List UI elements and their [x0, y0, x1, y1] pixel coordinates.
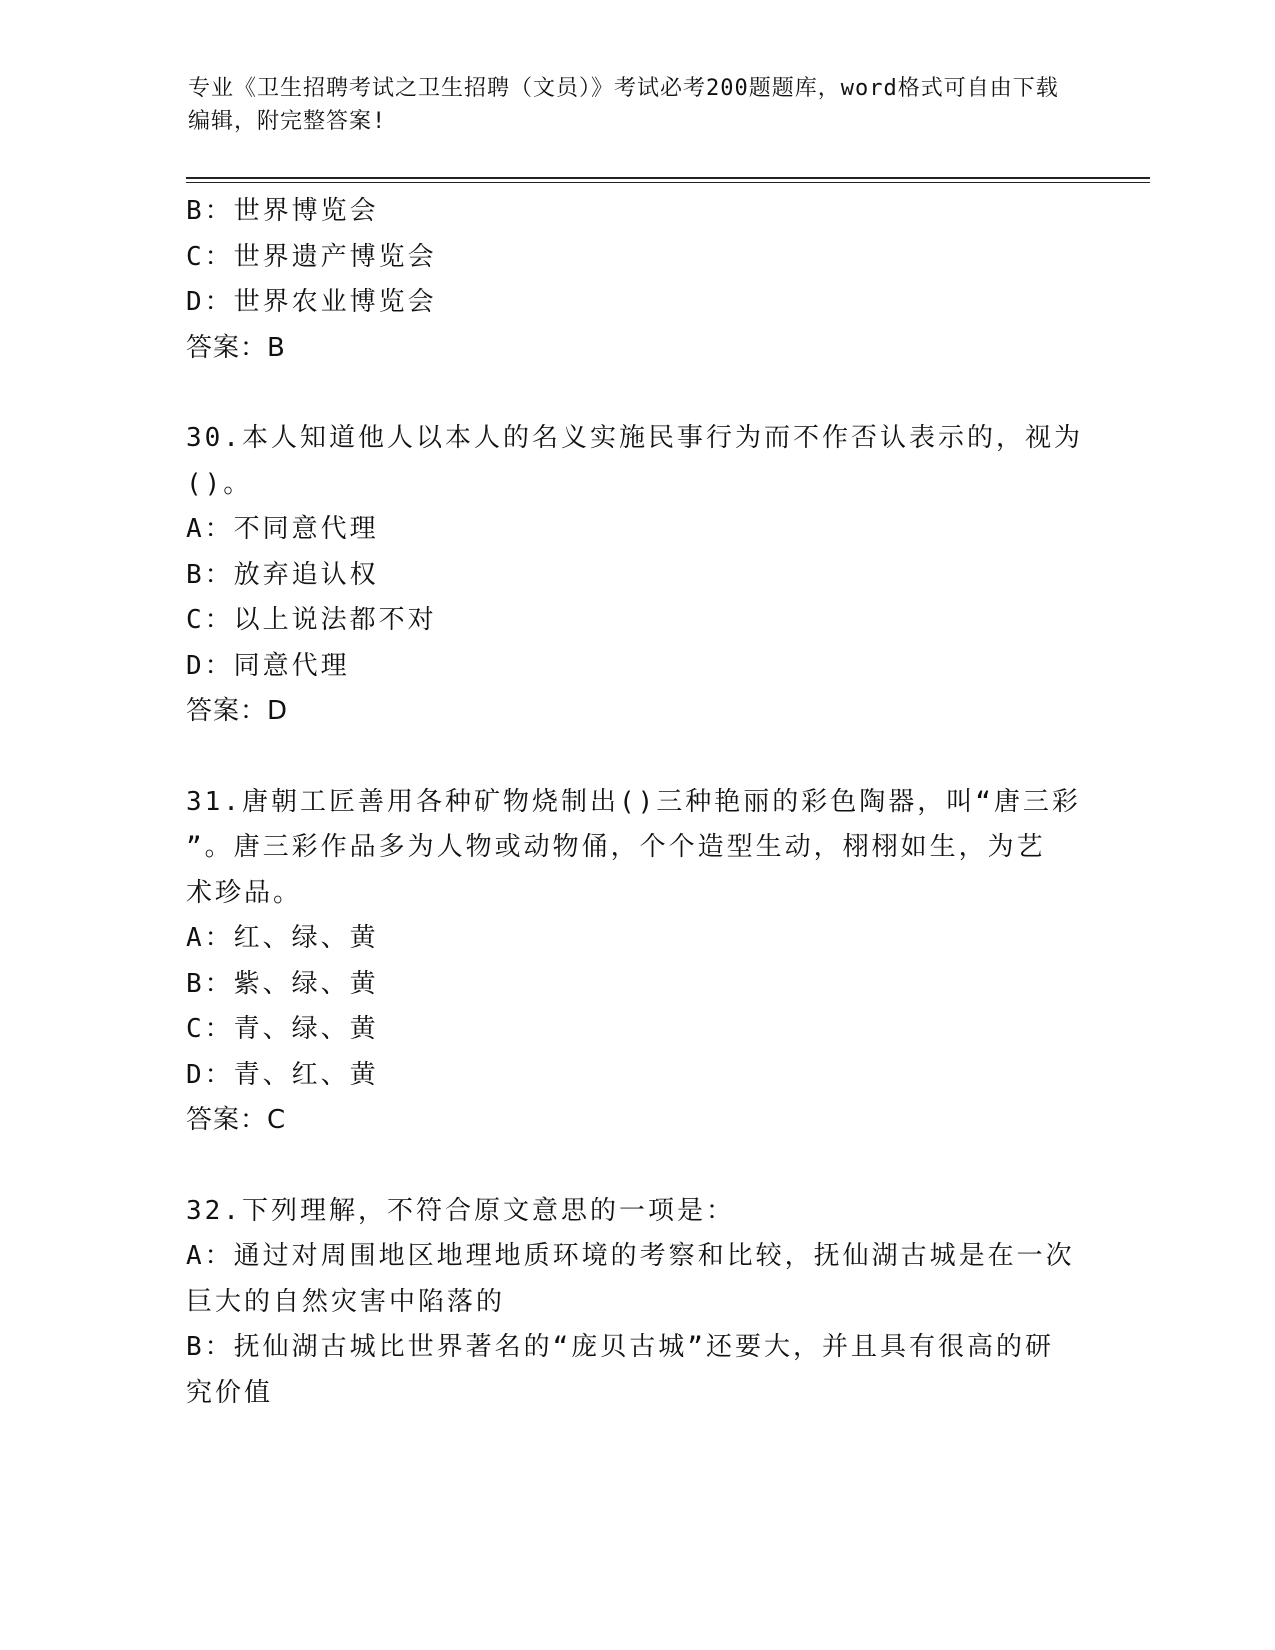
- answer: 答案：C: [186, 1105, 287, 1135]
- option-d: D：青、红、黄: [186, 1059, 379, 1090]
- question-text: 30.本人知道他人以本人的名义实施民事行为而不作否认表示的，视为: [186, 423, 1083, 453]
- option-b-continued: 究价值: [186, 1377, 274, 1408]
- option-c: C：青、绿、黄: [186, 1014, 379, 1044]
- option-c: C：世界遗产博览会: [186, 241, 437, 272]
- document-header: 专业《卫生招聘考试之卫生招聘（文员）》考试必考200题题库，word格式可自由下载编辑，附完整答案!: [188, 76, 1059, 134]
- question-text: 术珍品。: [186, 877, 303, 908]
- option-d: D：世界农业博览会: [186, 287, 437, 317]
- option-b: B：抚仙湖古城比世界著名的“庞贝古城”还要大，并且具有很高的研: [186, 1332, 1054, 1362]
- option-b: B：放弃追认权: [186, 559, 379, 590]
- header-rule: [186, 177, 1150, 179]
- option-a: A：通过对周围地区地理地质环境的考察和比较，抚仙湖古城是在一次: [186, 1241, 1075, 1271]
- option-d: D：同意代理: [186, 650, 350, 681]
- option-b: B：世界博览会: [186, 196, 379, 226]
- question-text: ”。唐三彩作品多为人物或动物俑，个个造型生动，栩栩如生，为艺: [186, 832, 1046, 862]
- option-b: B：紫、绿、黄: [186, 968, 379, 999]
- option-a: A：不同意代理: [186, 514, 379, 544]
- option-c: C：以上说法都不对: [186, 605, 437, 635]
- question-text: 31.唐朝工匠善用各种矿物烧制出()三种艳丽的彩色陶器，叫“唐三彩: [186, 786, 1081, 817]
- question-content: [186, 189, 1083, 1416]
- answer: 答案：B: [186, 332, 286, 363]
- option-a: A：红、绿、黄: [186, 923, 379, 953]
- option-a-continued: 巨大的自然灾害中陷落的: [186, 1286, 506, 1317]
- answer: 答案：D: [186, 696, 289, 726]
- question-text: ()。: [186, 468, 253, 499]
- question-text: 32.下列理解，不符合原文意思的一项是：: [186, 1195, 735, 1226]
- header-rule-thin: [186, 182, 1150, 183]
